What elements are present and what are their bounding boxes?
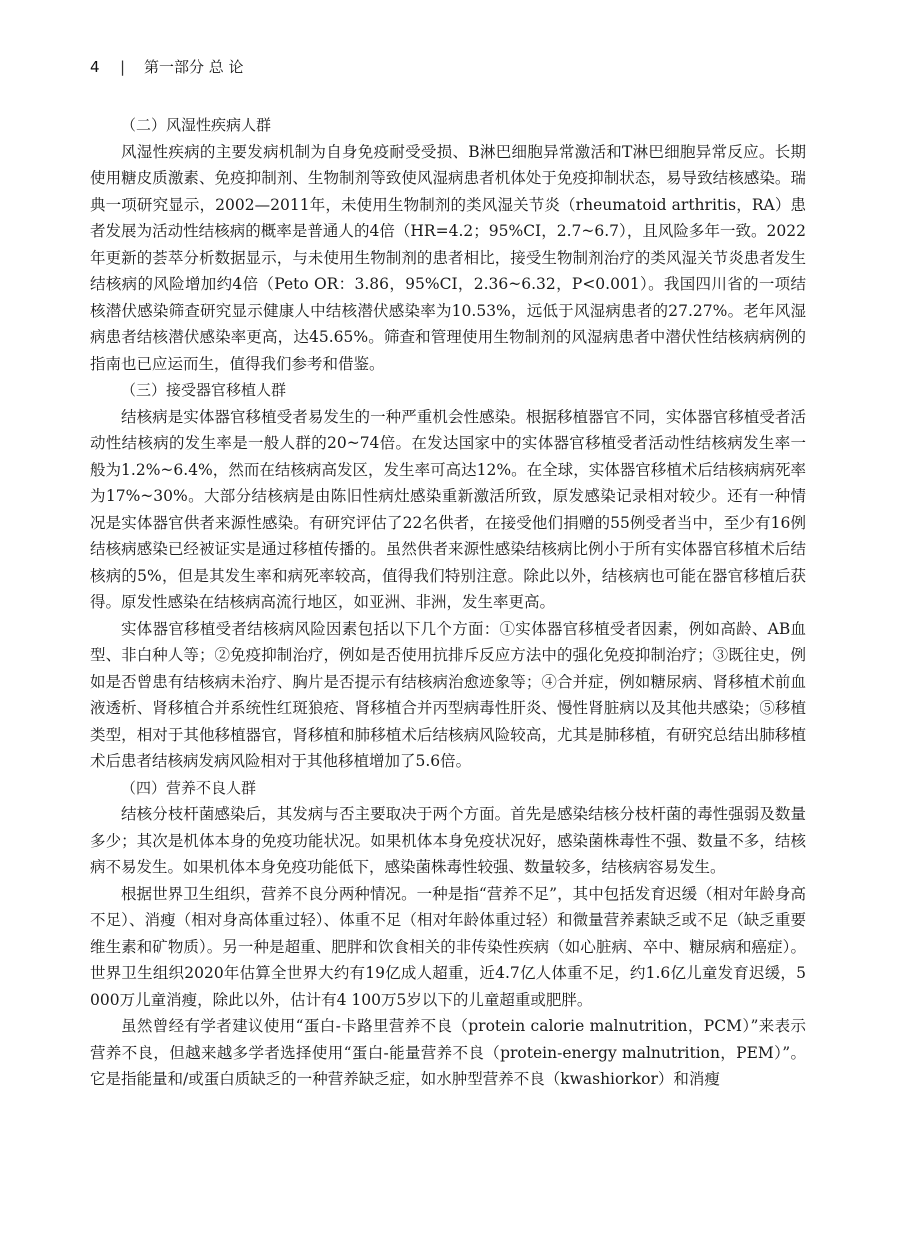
running-header — [90, 56, 244, 77]
header-separator: | — [120, 58, 126, 76]
section-heading-malnutrition: （四）营养不良人群 — [121, 778, 257, 797]
paragraph: 根据世界卫生组织，营养不良分两种情况。一种是指“营养不足”，其中包括发育迟缓（相对年龄身高不足）、消瘦（相对身高体重过轻）、体重不足（相对年龄体重过轻）和微量营养素缺乏或不足（缺乏重要维生素和矿物质）。另一种是超重、肥胖和饮食相关的非传染性疾病（如心脏病、卒中、糖尿病和癌症）。世界卫生组织2020年估算全世界大约有19亿成人超重，近4.7亿人体重不足，约1.6亿儿童发育迟缓，5 000万儿童消瘦，除此以外，估计有4 100万5岁以下的儿童超重或肥胖。 — [90, 884, 806, 1009]
part-title: 第一部分 总 论 — [144, 58, 244, 76]
section-heading-transplant: （三）接受器官移植人群 — [121, 381, 287, 399]
section-heading-rheumatic: （二）风湿性疾病人群 — [121, 116, 272, 134]
paragraph: 结核病是实体器官移植受者易发生的一种严重机会性感染。根据移植器官不同，实体器官移植受者活动性结核病的发生率是一般人群的20~74倍。在发达国家中的实体器官移植受者活动性结核病发生率一般为1.2%~6.4%，然而在结核病高发区，发生率可高达12%。在全球，实体器官移植术后结核病病死率为17%~30%。大部分结核病是由陈旧性病灶感染重新激活所致，原发感染记录相对较少。还有一种情况是实体器官供者来源性感染。有研究评估了22名供者，在接受他们捐赠的55例受者当中，至少有16例结核病感染已经被证实是通过移植传播的。虽然供者来源性感染结核病比例小于所有实体器官移植术后结核病的5%，但是其发生率和病死率较高，值得我们特别注意。除此以外，结核病也可能在器官移植后获得。原发性感染在结核病高流行地区，如亚洲、非洲，发生率更高。 — [90, 407, 806, 611]
paragraph: 风湿性疾病的主要发病机制为自身免疫耐受受损、B淋巴细胞异常激活和T淋巴细胞异常反应。长期使用糖皮质激素、免疫抑制剂、生物制剂等致使风湿病患者机体处于免疫抑制状态，易导致结核感染。瑞典一项研究显示，2002—2011年，未使用生物制剂的类风湿关节炎（rheumatoid arthritis，RA）患者发展为活动性结核病的概率是普通人的4倍（HR=4.2；95%CI，2.7~6.7），且风险多年一致。2022年更新的荟萃分析数据显示，与未使用生物制剂的患者相比，接受生物制剂治疗的类风湿关节炎患者发生结核病的风险增加约4倍（Peto OR：3.86，95%CI，2.36~6.32，P<0.001）。我国四川省的一项结核潜伏感染筛查研究显示健康人中结核潜伏感染率为10.53%，远低于风湿病患者的27.27%。老年风湿病患者结核潜伏感染率更高，达45.65%。筛查和管理使用生物制剂的风湿病患者中潜伏性结核病病例的指南也已应运而生，值得我们参考和借鉴。 — [90, 142, 806, 373]
paragraph: 实体器官移植受者结核病风险因素包括以下几个方面：①实体器官移植受者因素，例如高龄、AB血型、非白种人等；②免疫抑制治疗，例如是否使用抗排斥反应方法中的强化免疫抑制治疗；③既往史，例如是否曾患有结核病未治疗、胸片是否提示有结核病治愈迹象等；④合并症，例如糖尿病、肾移植术前血液透析、肾移植合并系统性红斑狼疮、肾移植合并丙型病毒性肝炎、慢性肾脏病以及其他共感染；⑤移植类型，相对于其他移植器官，肾移植和肺移植术后结核病风险较高，尤其是肺移植，有研究总结出肺移植术后患者结核病发病风险相对于其他移植增加了5.6倍。 — [90, 619, 806, 770]
paragraph: 虽然曾经有学者建议使用“蛋白-卡路里营养不良（protein calorie malnutrition，PCM）”来表示营养不良，但越来越多学者选择使用“蛋白-能量营养不良（protein-energy malnutrition，PEM）”。它是指能量和/或蛋白质缺乏的一种营养缺乏症，如水肿型营养不良（kwashiorkor）和消瘦 — [90, 1017, 806, 1088]
body-text — [90, 112, 806, 1093]
page-number: 4 — [90, 58, 100, 76]
paragraph: 结核分枝杆菌感染后，其发病与否主要取决于两个方面。首先是感染结核分枝杆菌的毒性强弱及数量多少；其次是机体本身的免疫功能状况。如果机体本身免疫状况好，感染菌株毒性不强、数量不多，结核病不易发生。如果机体本身免疫功能低下，感染菌株毒性较强、数量较多，结核病容易发生。 — [90, 805, 806, 876]
